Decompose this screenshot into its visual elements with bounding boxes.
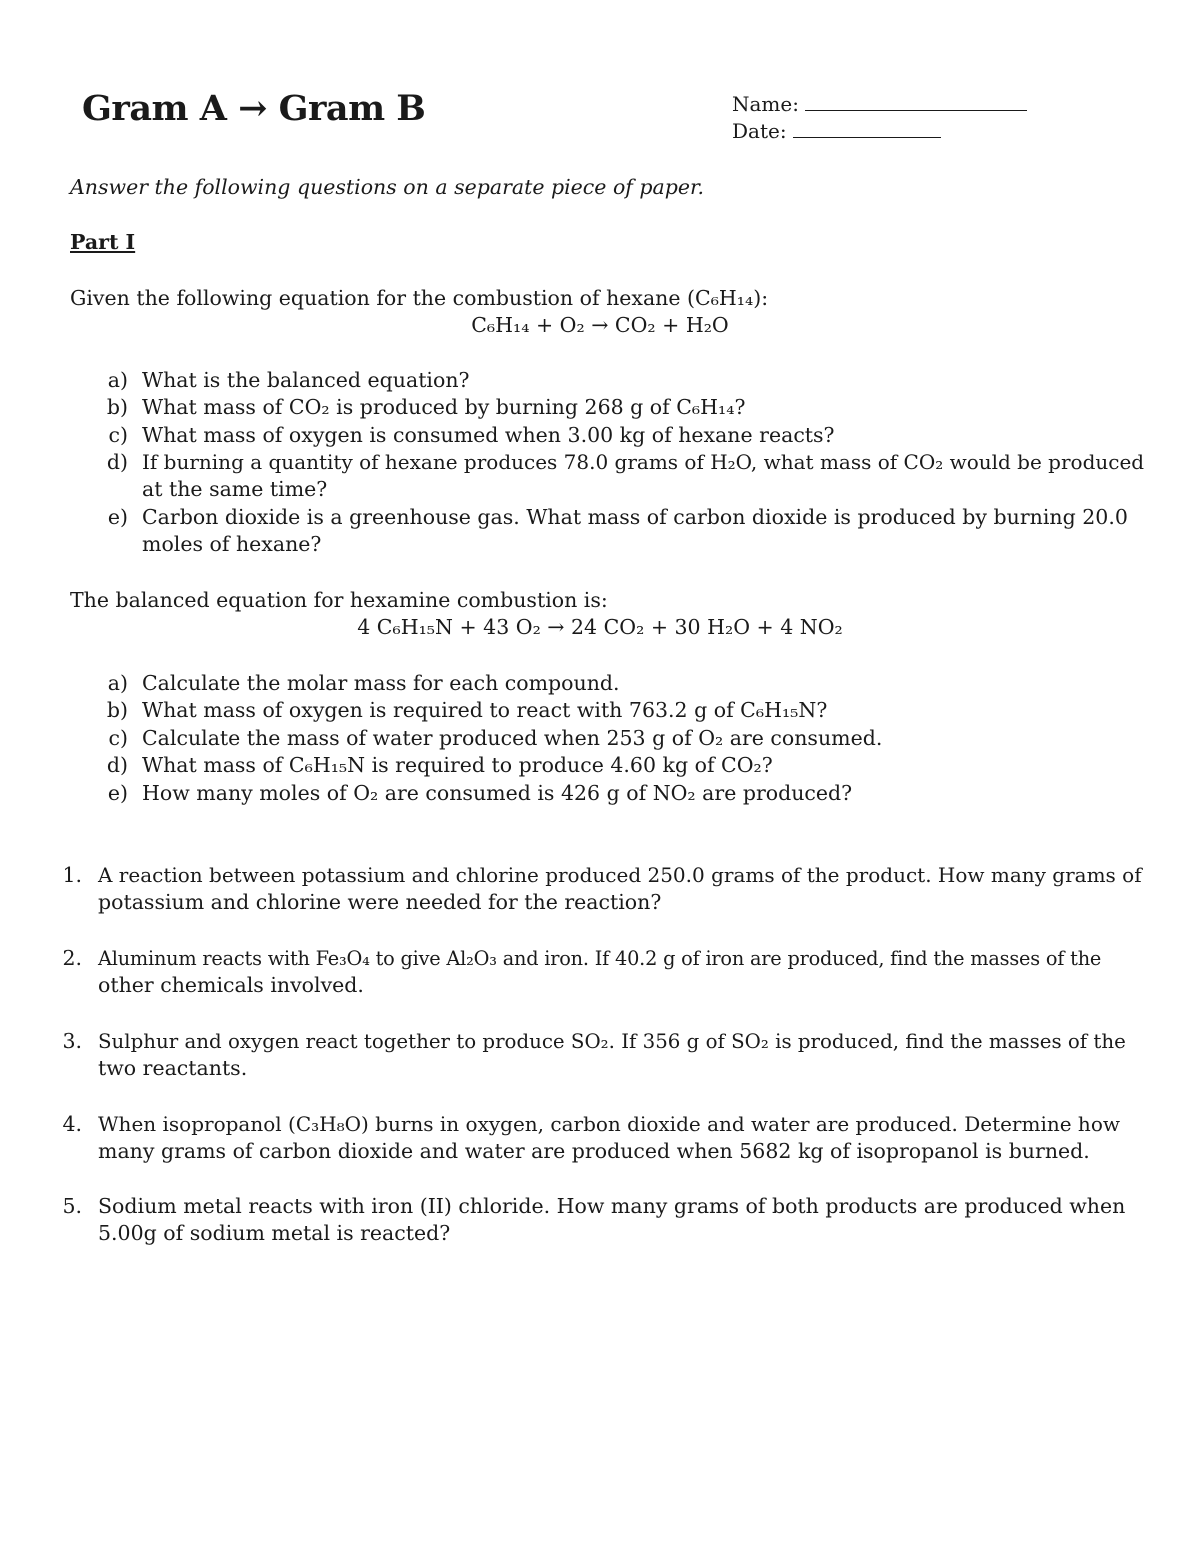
section1-intro: Given the following equation for the combustion of hexane (C₆H₁₄):: [70, 286, 769, 310]
part-heading: Part I: [70, 230, 136, 254]
section2-equation: 4 C₆H₁₅N + 43 O₂ → 24 CO₂ + 30 H₂O + 4 NO₂: [357, 615, 843, 639]
name-label: Name:: [732, 92, 799, 116]
date-blank[interactable]: [793, 119, 941, 138]
section1-equation: C₆H₁₄ + O₂ → CO₂ + H₂O: [471, 313, 729, 337]
page-title: Gram A → Gram B: [82, 88, 426, 129]
section2-intro: The balanced equation for hexamine combustion is:: [70, 588, 608, 612]
name-field[interactable]: [732, 92, 1027, 116]
date-field[interactable]: [732, 119, 941, 143]
instructions: Answer the following questions on a separate piece of paper.: [70, 175, 705, 199]
name-blank[interactable]: [805, 92, 1027, 111]
date-label: Date:: [732, 119, 787, 143]
